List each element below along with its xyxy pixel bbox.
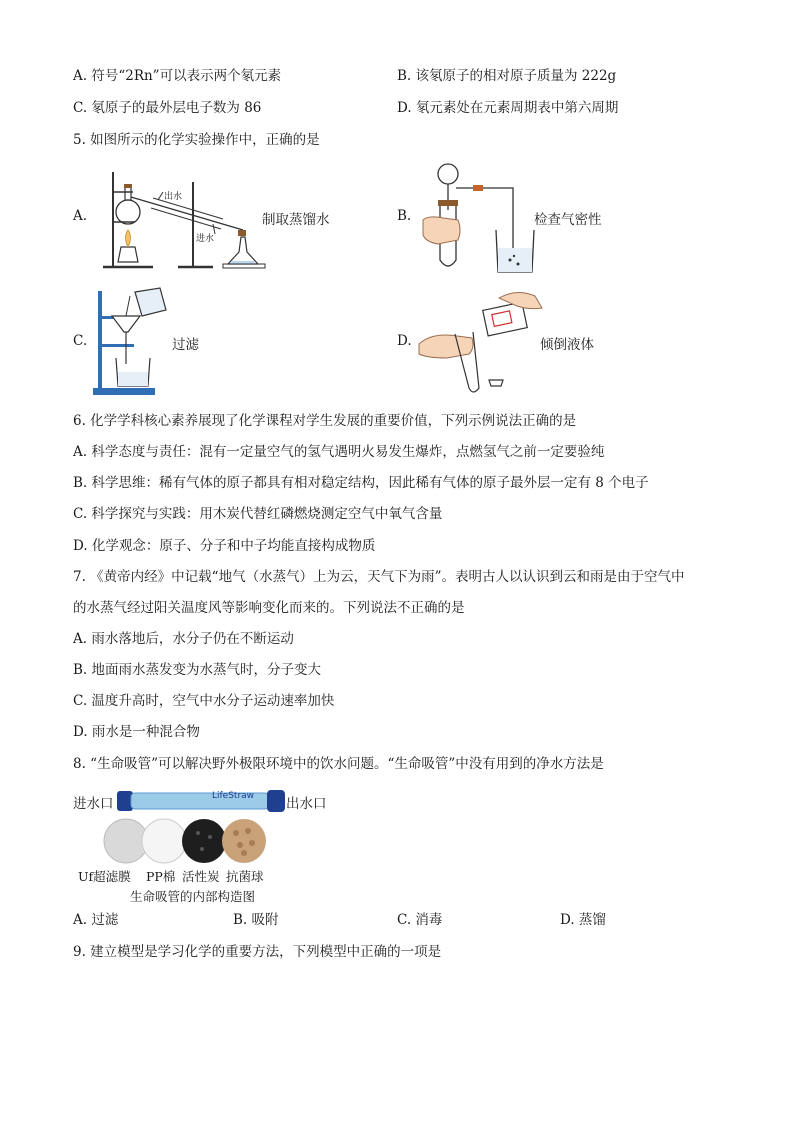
lifestraw-brand-text: LifeStraw — [212, 791, 255, 801]
q6-option-a: A. 科学态度与责任：混有一定量空气的氢气遇明火易发生爆炸，点燃氢气之前一定要验纯 — [73, 444, 605, 460]
q8-stem: 8. “生命吸管”可以解决野外极限环境中的饮水问题。“生命吸管”中没有用到的净水方法是 — [73, 756, 604, 772]
layer-label-pp: PP棉 — [146, 869, 176, 884]
q8-outlet-label: 出水口 — [286, 796, 327, 812]
q5-d-letter: D. — [397, 333, 412, 349]
q4-option-c: C. 氡原子的最外层电子数为 86 — [73, 100, 262, 116]
q5-b-letter: B. — [397, 208, 412, 224]
q6-option-c: C. 科学探究与实践：用木炭代替红磷燃烧测定空气中氧气含量 — [73, 506, 443, 522]
q5-b-label: 检查气密性 — [534, 212, 602, 228]
q7-option-b: B. 地面雨水蒸发变为水蒸气时，分子变大 — [73, 662, 322, 678]
pour-liquid-figure — [417, 288, 547, 400]
q5-a-water-inlet-label: 进水 — [196, 234, 215, 244]
q5-d-label: 倾倒液体 — [540, 337, 594, 353]
q7-option-d: D. 雨水是一种混合物 — [73, 724, 200, 740]
antibacterial-ball-disc — [222, 819, 266, 863]
filtration-figure — [90, 286, 170, 398]
layer-label-uf: Uf超滤膜 — [78, 869, 131, 884]
q8-option-a: A. 过滤 — [73, 912, 119, 928]
q8-option-c: C. 消毒 — [397, 912, 443, 928]
q4-option-a: A. 符号“2Rn”可以表示两个氡元素 — [73, 68, 282, 84]
q5-a-water-outlet-label: 出水 — [164, 192, 183, 202]
q6-option-d: D. 化学观念：原子、分子和中子均能直接构成物质 — [73, 538, 376, 554]
q7-option-a: A. 雨水落地后，水分子仍在不断运动 — [73, 631, 294, 647]
q8-option-b: B. 吸附 — [233, 912, 279, 928]
layer-label-carbon: 活性炭 — [182, 869, 220, 884]
q6-option-b: B. 科学思维：稀有气体的原子都具有相对稳定结构，因此稀有气体的原子最外层一定有 8 个电子 — [73, 475, 649, 491]
activated-carbon-disc — [182, 819, 226, 863]
q5-stem: 5. 如图所示的化学实验操作中，正确的是 — [73, 132, 320, 148]
q4-option-b: B. 该氡原子的相对原子质量为 222g — [397, 68, 617, 84]
q5-c-label: 过滤 — [172, 337, 199, 353]
layer-label-ball: 抗菌球 — [226, 869, 264, 884]
lifestraw-tube-figure — [117, 787, 287, 815]
q7-stem-line2: 的水蒸气经过阳关温度风等影响变化而来的。下列说法不正确的是 — [73, 600, 465, 616]
q8-option-d: D. 蒸馏 — [560, 912, 606, 928]
q8-inlet-label: 进水口 — [73, 796, 114, 812]
q8-figure-caption: 生命吸管的内部构造图 — [130, 889, 256, 904]
filter-layers-figure — [102, 817, 272, 865]
distillation-apparatus-figure — [93, 162, 273, 272]
uf-membrane-disc — [104, 819, 148, 863]
q6-stem: 6. 化学学科核心素养展现了化学课程对学生发展的重要价值，下列示例说法正确的是 — [73, 413, 577, 429]
airtightness-check-figure — [418, 160, 538, 278]
pp-cotton-disc — [142, 819, 186, 863]
q7-stem-line1: 7. 《黄帝内经》中记载“地气（水蒸气）上为云，天气下为雨”。表明古人以认识到云和雨是由于空气中 — [73, 569, 685, 585]
q9-stem: 9. 建立模型是学习化学的重要方法，下列模型中正确的一项是 — [73, 944, 442, 960]
q7-option-c: C. 温度升高时，空气中水分子运动速率加快 — [73, 693, 335, 709]
q4-option-d: D. 氡元素处在元素周期表中第六周期 — [397, 100, 619, 116]
q5-a-letter: A. — [73, 208, 88, 224]
q5-a-label: 制取蒸馏水 — [262, 212, 330, 228]
q5-c-letter: C. — [73, 333, 88, 349]
